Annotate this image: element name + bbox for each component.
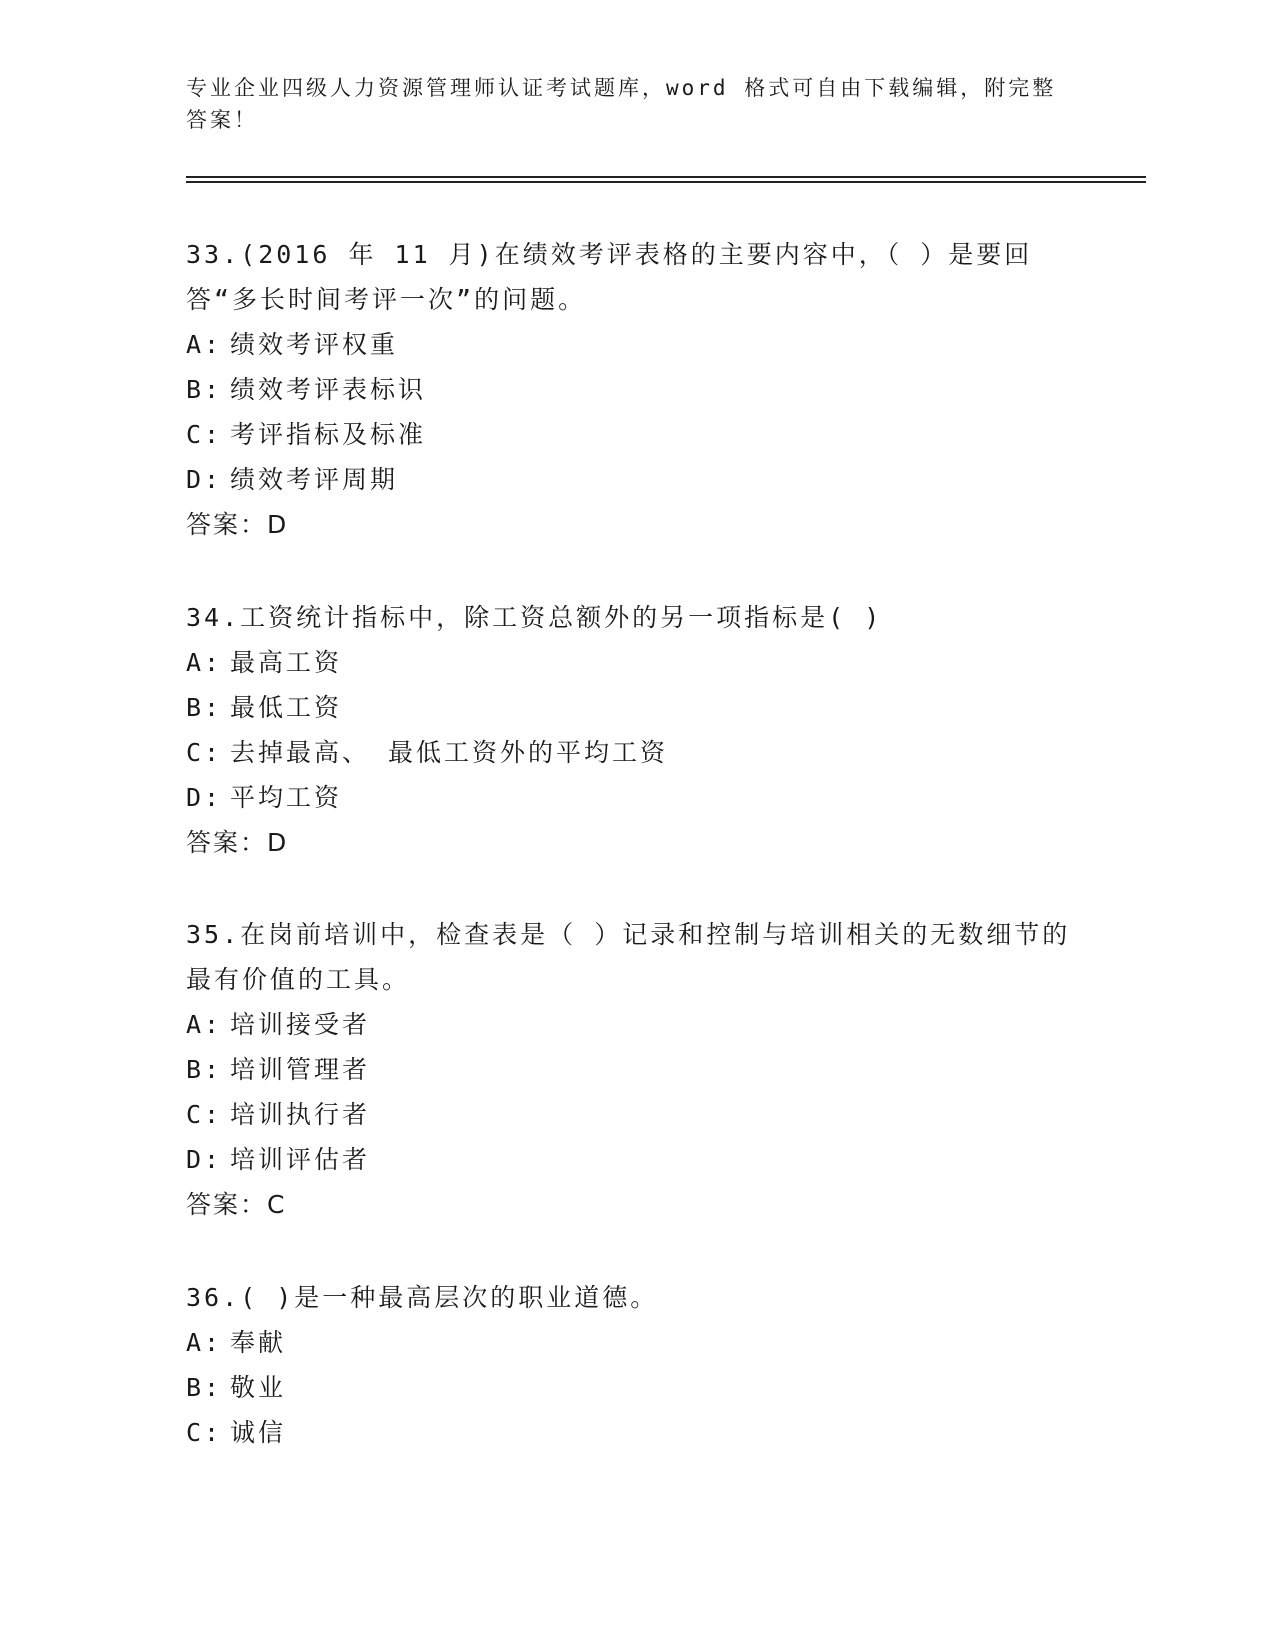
option-letter: C: [186,420,223,449]
option-text: 最低工资 [230,693,343,722]
question-stem: 34.工资统计指标中，除工资总额外的另一项指标是( ) [186,603,883,632]
answer-line: 答案：C [186,1190,287,1219]
option-text: 敬业 [230,1373,287,1402]
option-text: 绩效考评权重 [230,330,399,359]
option-b [186,1047,1076,1092]
option-letter: A: [186,1328,223,1357]
option-text: 培训评估者 [230,1145,371,1174]
option-text: 绩效考评周期 [230,465,399,494]
option-a [186,640,1076,685]
option-letter: D: [186,783,223,812]
option-b [186,367,1076,412]
answer-line: 答案：D [186,510,289,539]
question-33 [186,232,1076,547]
option-text: 考评指标及标准 [230,420,427,449]
option-text: 去掉最高、 最低工资外的平均工资 [230,738,669,767]
option-a [186,1320,1076,1365]
question-stem: 36.( )是一种最高层次的职业道德。 [186,1283,659,1312]
option-c [186,1092,1076,1137]
option-text: 培训接受者 [230,1010,371,1039]
option-b [186,1365,1076,1410]
option-letter: A: [186,1010,223,1039]
question-34 [186,595,1076,865]
option-d [186,775,1076,820]
option-a [186,322,1076,367]
option-letter: C: [186,738,223,767]
option-letter: B: [186,693,223,722]
option-letter: B: [186,1373,223,1402]
option-a [186,1002,1076,1047]
option-letter: D: [186,1145,223,1174]
answer-line: 答案：D [186,828,289,857]
option-letter: C: [186,1100,223,1129]
question-35 [186,912,1076,1227]
option-text: 绩效考评表标识 [230,375,427,404]
option-letter: C: [186,1418,223,1447]
option-c [186,1410,1076,1455]
option-letter: D: [186,465,223,494]
option-text: 诚信 [230,1418,287,1447]
option-b [186,685,1076,730]
question-36 [186,1275,1076,1455]
document-intro: 专业企业四级人力资源管理师认证考试题库，word 格式可自由下载编辑，附完整答案！ [186,76,1057,132]
question-stem: 35.在岗前培训中，检查表是（ ）记录和控制与培训相关的无数细节的最有价值的工具。 [186,920,1071,994]
option-text: 最高工资 [230,648,343,677]
option-c [186,412,1076,457]
option-d [186,457,1076,502]
option-c [186,730,1076,775]
option-letter: A: [186,330,223,359]
option-text: 奉献 [230,1328,287,1357]
option-text: 平均工资 [230,783,343,812]
option-text: 培训执行者 [230,1100,371,1129]
header-divider-bottom [186,181,1146,183]
question-stem: 33.(2016 年 11 月)在绩效考评表格的主要内容中，（ ）是要回答“多长时间考评一次”的问题。 [186,240,1033,314]
option-letter: B: [186,375,223,404]
option-letter: A: [186,648,223,677]
option-d [186,1137,1076,1182]
option-text: 培训管理者 [230,1055,371,1084]
header-divider-top [186,176,1146,178]
option-letter: B: [186,1055,223,1084]
